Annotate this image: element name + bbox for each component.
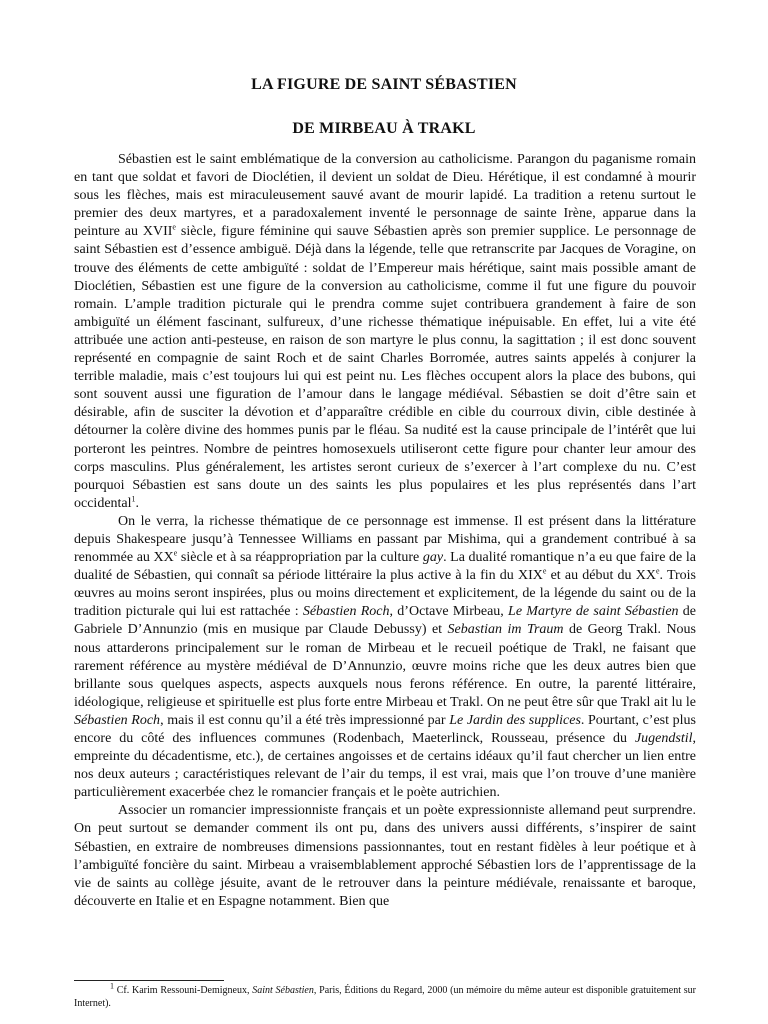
- italic-term: gay: [422, 550, 444, 566]
- body-text: [74, 151, 696, 911]
- page-subtitle: DE MIRBEAU À TRAKL: [292, 120, 476, 137]
- text-run: , mais il est connu qu’il a été très impressionné par: [160, 712, 450, 728]
- footnote: [74, 981, 696, 1010]
- work-title: Sébastien Roch: [302, 604, 390, 620]
- superscript: e: [172, 222, 176, 232]
- text-run: On le verra, la richesse thématique de ce personnage est immense. Il est présent dans la littérature depuis Shakespeare jusqu’à Tennessee Williams en passant par Mishima, qui a grandement contribué à sa renommée au XX: [74, 513, 696, 566]
- text-run: siècle, figure féminine qui sauve Sébastien après son premier supplice. Le personnage de saint Sébastien est d’essence ambiguë. Déjà dans la légende, telle que retranscrite par Jacques de Voragine, on trouve des éléments de cette ambiguïté : soldat de l’Empereur mais hérétique, saint mais possible amant de Dioclétien, Sébastien est une figure de la conversion au catholicisme, comme il fut une figure du pouvoir romain. L’ample tradition picturale qui le prendra comme sujet contribuera grandement à faire de son ambiguïté un élément fascinant, sulfureux, d’une richesse thématique inépuisable. En effet, lui a vite été attribuée une action anti-pesteuse, en raison de son martyre le plus connu, la sagittation ; il est donc souvent représenté en compagnie de saint Roch et de saint Charles Borromée, autres saints appelés à conjurer la terrible maladie, mais c’est toujours lui qui est peint nu. Les flèches occupent alors la place des bubons, qui sont souvent aussi une figuration de l’amour dans le langage médiéval. Sébastien se doit d’être sain et désirable, afin de susciter la dévotion et d’apparaître crédible en cible du courroux divin, cible destinée à détourner la colère divine des hommes punis par le fléau. Sa nudité est la cause principale de l’intérêt que lui porteront les peintres. Nombre de peintres homosexuels utiliseront cette figure pour chanter leur amour des corps masculins. Plus généralement, les artistes seront curieux de s’exercer à l’art complexe du nu. C’est pourquoi Sébastien est sans doute un des saints les plus populaires et les plus représentés dans l’art occidental: [74, 224, 696, 511]
- superscript: e: [655, 566, 660, 576]
- work-title: Le Jardin des supplices: [449, 712, 581, 728]
- text-run: Cf. Karim Ressouni-Demigneux,: [114, 985, 253, 996]
- superscript: e: [173, 548, 178, 558]
- text-run: . Trois œuvres au moins seront inspirées, plus ou moins directement et explicitement, de la légende du saint ou de la tradition picturale qui lui est rattachée :: [74, 568, 696, 620]
- text-run: , d’Octave Mirbeau,: [389, 604, 509, 620]
- work-title: Le Martyre de saint Sébastien: [508, 604, 679, 620]
- superscript: e: [542, 566, 547, 576]
- text-run: , empreinte du décadentisme, etc.), de certaines angoisses et de certains idéaux qu’il faut chercher un lien entre nos deux auteurs ; caractéristiques relevant de l’air du temps, il est vrai, mais que l’on trouve d’une manière particulièrement exacerbée chez le romancier français et le poète autrichien.: [74, 731, 696, 801]
- footnote-separator: [74, 980, 224, 981]
- text-run: , Paris, Éditions du Regard, 2000 (un mémoire du même auteur est disponible gratuitement sur Internet).: [74, 985, 696, 1009]
- page-title: LA FIGURE DE SAINT SÉBASTIEN: [251, 76, 517, 93]
- italic-term: Jugendstil: [634, 731, 693, 746]
- text-run: siècle et à sa réappropriation par la culture: [177, 550, 423, 566]
- paragraph-2: [74, 513, 696, 803]
- work-title: Sébastien Roch: [74, 712, 161, 728]
- text-run: . Pourtant, c’est plus encore du côté des influences communes (Rodenbach, Maeterlinck, Rousseau, présence du: [74, 712, 696, 746]
- text-run: . La dualité romantique n’a eu que faire de la dualité de Sébastien, qui connaît sa période littéraire la plus active à la fin du XIX: [74, 550, 696, 584]
- paragraph-1: [74, 151, 696, 513]
- text-run: Sébastien est le saint emblématique de la conversion au catholicisme. Parangon du paganisme romain en tant que soldat et favori de Dioclétien, il devient un soldat de Dieu. Hérétique, il est condamné à mourir sous les flèches, mais est miraculeusement sauvé avant de mourir lapidé. La tradition a retenu surtout le premier des deux martyres, et a paradoxalement inventé le personnage de sainte Irène, apparue dans la peinture au XVII: [74, 152, 696, 240]
- text-run: et au début du XX: [546, 568, 656, 584]
- footnote-reference[interactable]: 1: [131, 494, 136, 504]
- text-run: de Georg Trakl. Nous nous attarderons principalement sur le roman de Mirbeau et le recueil poétique de Trakl, ne faisant que rarement référence au mystère médiéval de D’Annunzio, œuvre moins riche que les deux autres bien que brillante sous quelques aspects, aspects auxquels nous ferons référence. En outre, la parenté littéraire, idéologique, religieuse et spirituelle est plus forte entre Mirbeau et Trakl. On ne peut être sûr que Trakl ait lu le: [74, 622, 697, 710]
- work-title: Saint Sébastien: [252, 985, 314, 996]
- work-title: Sebastian im Traum: [447, 622, 564, 638]
- paragraph-3: Associer un romancier impressionniste français et un poète expressionniste allemand peut surprendre. On peut surtout se demander comment ils ont pu, dans des univers aussi différents, s’inspirer de saint Sébastien, en extraire de nombreuses dimensions passionnantes, tout en restant fidèles à leur poétique et à l’ambiguïté foncière du saint. Mirbeau a vraisemblablement approché Sébastien lors de l’apprentissage de la vie de saints au collège jésuite, avant de le retrouver dans la peinture médiévale, renaissante et baroque, découverte en Italie et en Espagne notamment. Bien que: [74, 803, 696, 909]
- footnote-mark: 1: [110, 981, 114, 991]
- text-run: .: [135, 495, 140, 511]
- text-run: de Gabriele D’Annunzio (mis en musique par Claude Debussy) et: [74, 604, 697, 638]
